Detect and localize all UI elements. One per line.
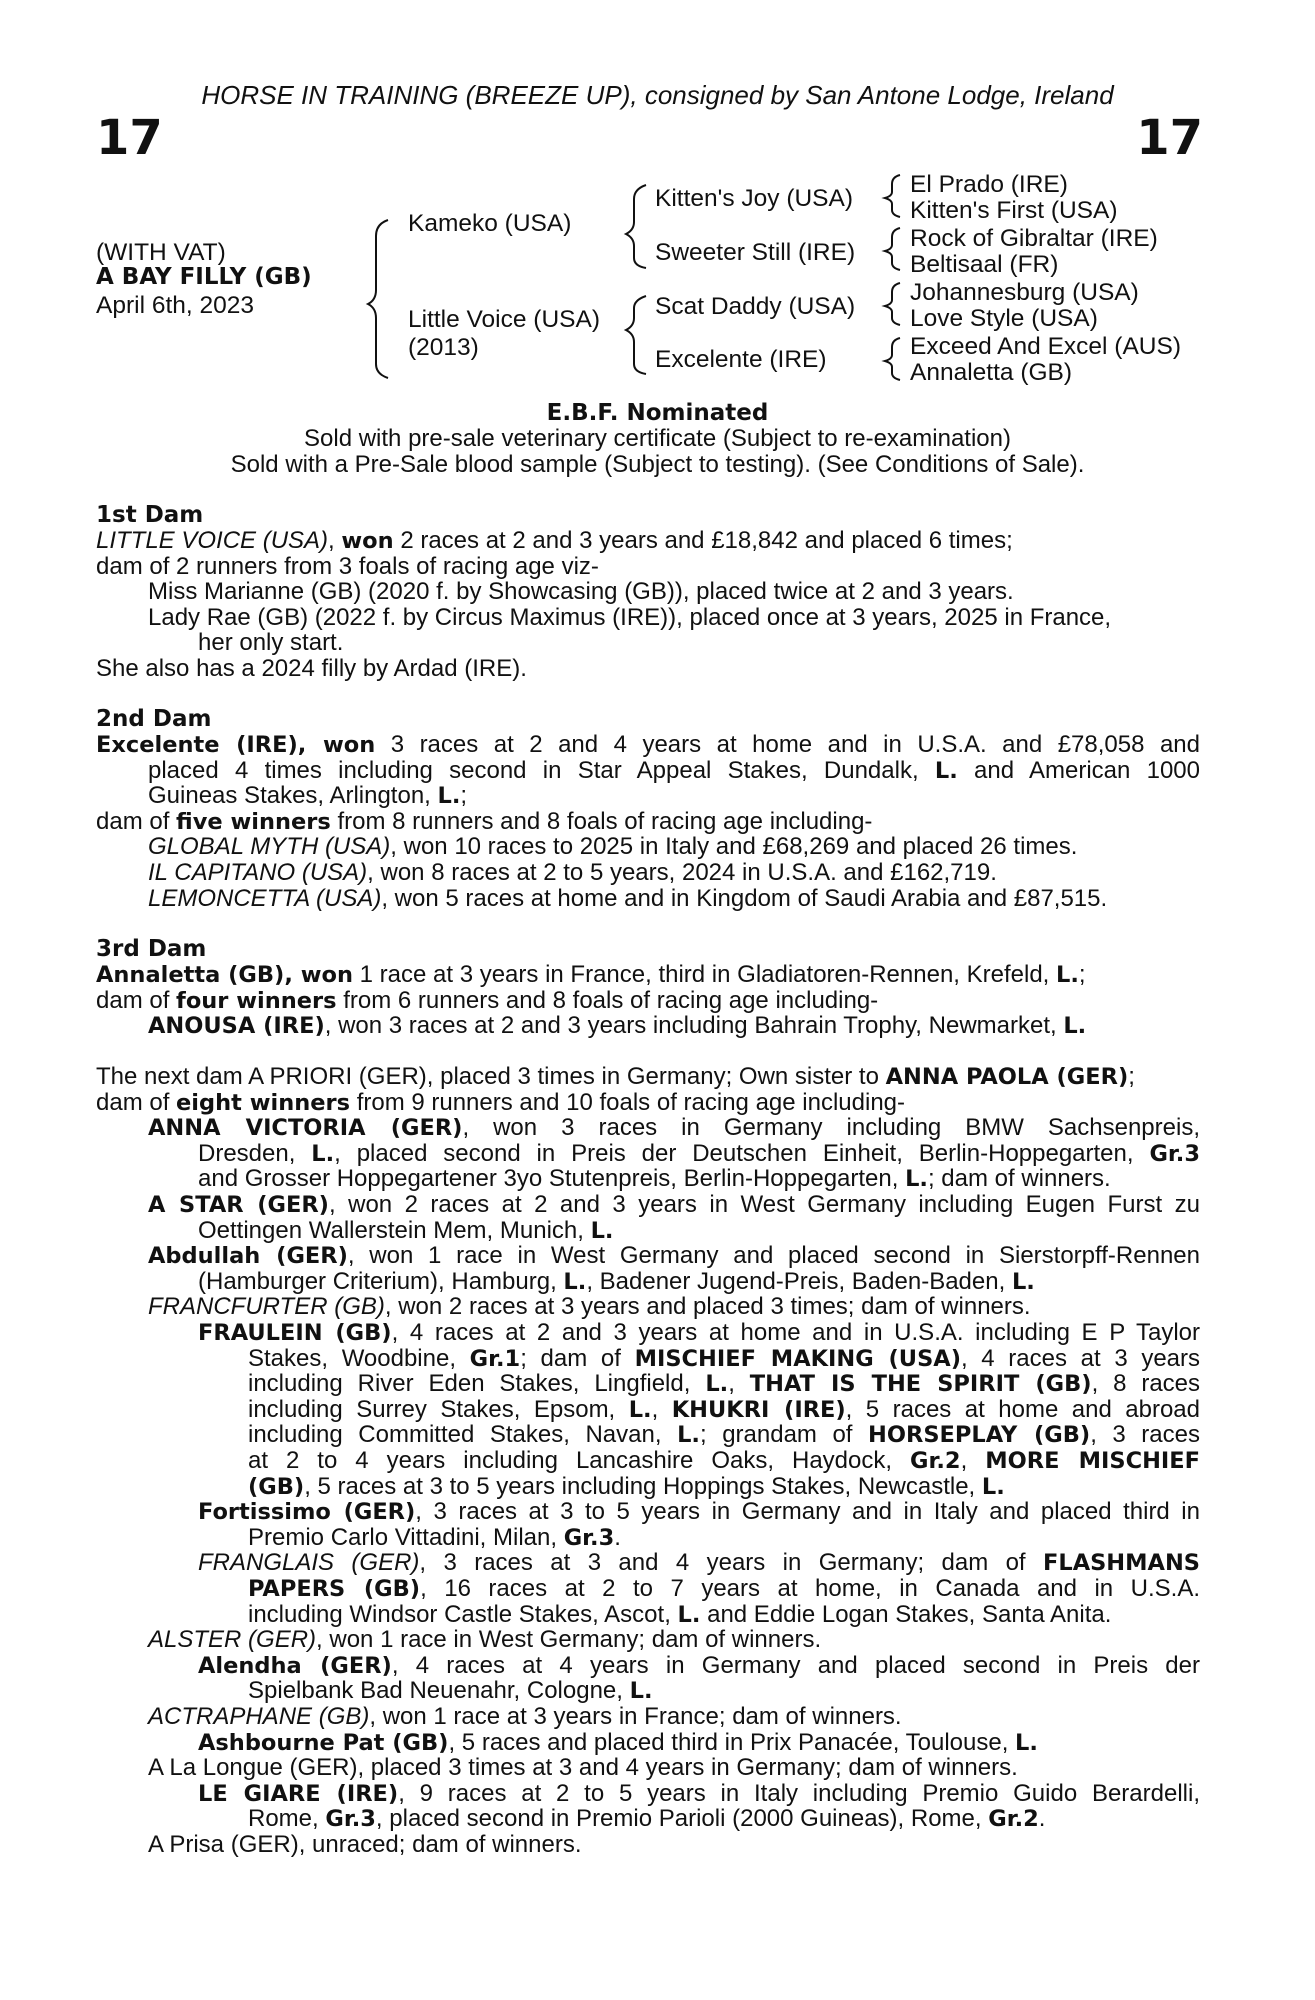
produce-line: A La Longue (GER), placed 3 times at 3 and 4 years in Germany; dam of winners. xyxy=(148,1754,1018,1782)
third-dam-heading: 3rd Dam xyxy=(96,936,207,962)
second-dam-line: dam of five winners from 8 runners and 8 foals of racing age including- xyxy=(96,807,873,835)
produce-line: PAPERS (GB), 16 races at 2 to 7 years at home, in Canada and in U.S.A. xyxy=(248,1575,1201,1602)
produce-line: Fortissimo (GER), 3 races at 3 to 5 years in Germany and in Italy and placed third in xyxy=(198,1498,1200,1526)
produce-line: FRANGLAIS (GER), 3 races at 3 and 4 years in Germany; dam of FLASHMANS xyxy=(198,1549,1200,1577)
third-dam-line: dam of four winners from 6 runners and 8 foals of racing age including- xyxy=(96,986,879,1014)
horse-name: A BAY FILLY (GB) xyxy=(96,264,312,290)
produce-line: Dresden, L., placed second in Preis der Deutschen Einheit, Berlin-Hoppegarten, Gr.3 xyxy=(198,1139,1200,1167)
produce-line: Spielbank Bad Neuenahr, Cologne, L. xyxy=(248,1677,653,1705)
produce-line: Abdullah (GER), won 1 race in West Germany and placed second in Sierstorpff-Rennen xyxy=(148,1242,1200,1270)
vat-note: (WITH VAT) xyxy=(96,239,226,266)
produce-line: ANNA VICTORIA (GER), won 3 races in Germany including BMW Sachsenpreis, xyxy=(148,1114,1200,1142)
produce-line: (Hamburger Criterium), Hamburg, L., Badener Jugend-Preis, Baden-Baden, L. xyxy=(198,1267,1035,1295)
second-dam-heading: 2nd Dam xyxy=(96,706,212,732)
produce-line: Premio Carlo Vittadini, Milan, Gr.3. xyxy=(248,1523,621,1551)
produce-line: A STAR (GER), won 2 races at 2 and 3 years in West Germany including Eugen Furst zu xyxy=(148,1191,1200,1218)
pedigree-dds: Exceed And Excel (AUS) xyxy=(910,333,1181,360)
produce-line: GLOBAL MYTH (USA), won 10 races to 2025 in Italy and £68,269 and placed 26 times. xyxy=(148,833,1078,861)
produce-line: at 2 to 4 years including Lancashire Oaks, Haydock, Gr.2, MORE MISCHIEF xyxy=(248,1447,1201,1474)
produce-line: FRANCFURTER (GB), won 2 races at 3 years and placed 3 times; dam of winners. xyxy=(148,1293,1031,1321)
produce-line: including Windsor Castle Stakes, Ascot, L. and Eddie Logan Stakes, Santa Anita. xyxy=(248,1600,1112,1628)
blood-sample-note: Sold with a Pre-Sale blood sample (Subject to testing). (See Conditions of Sale). xyxy=(230,451,1085,478)
produce-line: Stakes, Woodbine, Gr.1; dam of MISCHIEF MAKING (USA), 4 races at 3 years xyxy=(248,1344,1200,1372)
pedigree-dsd: Love Style (USA) xyxy=(910,305,1098,332)
vet-certificate-note: Sold with pre-sale veterinary certificate (Subject to re-examination) xyxy=(304,425,1011,452)
produce-line: including River Eden Stakes, Lingfield, L., THAT IS THE SPIRIT (GB), 8 races xyxy=(248,1370,1201,1398)
next-dam-line: dam of eight winners from 9 runners and 10 foals of racing age including- xyxy=(96,1088,906,1116)
produce-line: Rome, Gr.3, placed second in Premio Parioli (2000 Guineas), Rome, Gr.2. xyxy=(248,1805,1046,1833)
pedigree-sss: El Prado (IRE) xyxy=(910,171,1068,198)
produce-line: (GB), 5 races at 3 to 5 years including Hoppings Stakes, Newcastle, L. xyxy=(248,1472,1005,1500)
pedigree-dam-year: (2013) xyxy=(408,334,479,361)
lot-number-right: 17 xyxy=(1136,110,1203,166)
lot-number-left: 17 xyxy=(96,110,163,166)
produce-line: her only start. xyxy=(198,629,344,657)
pedigree-dss: Johannesburg (USA) xyxy=(910,279,1139,306)
first-dam-line: dam of 2 runners from 3 foals of racing age viz- xyxy=(96,552,599,580)
pedigree-dam-sire: Scat Daddy (USA) xyxy=(655,293,856,320)
dam-name: LITTLE VOICE (USA) xyxy=(96,527,329,554)
produce-line: including Surrey Stakes, Epsom, L., KHUKRI (IRE), 5 races at home and abroad xyxy=(248,1395,1200,1423)
produce-line: Miss Marianne (GB) (2020 f. by Showcasing (GB)), placed twice at 2 and 3 years. xyxy=(148,578,1014,606)
produce-line: and Grosser Hoppegartener 3yo Stutenpreis, Berlin-Hoppegarten, L.; dam of winners. xyxy=(198,1165,1111,1193)
won-label: won xyxy=(341,528,394,554)
pedigree-dam-dam: Excelente (IRE) xyxy=(655,346,827,373)
next-dam-line: The next dam A PRIORI (GER), placed 3 times in Germany; Own sister to ANNA PAOLA (GER); xyxy=(96,1063,1135,1090)
pedigree-ddd: Annaletta (GB) xyxy=(910,359,1073,386)
third-dam-line: Annaletta (GB), won 1 race at 3 years in France, third in Gladiatoren-Rennen, Krefeld, L.; xyxy=(96,961,1086,988)
produce-line: ALSTER (GER), won 1 race in West Germany; dam of winners. xyxy=(148,1626,822,1654)
ebf-nominated: E.B.F. Nominated xyxy=(546,400,769,426)
horse-dob: April 6th, 2023 xyxy=(96,292,254,319)
produce-line: FRAULEIN (GB), 4 races at 2 and 3 years at home and in U.S.A. including E P Taylor xyxy=(198,1319,1200,1346)
produce-line: Ashbourne Pat (GB), 5 races and placed third in Prix Panacée, Toulouse, L. xyxy=(198,1728,1038,1756)
pedigree-dam: Little Voice (USA) xyxy=(408,306,600,333)
produce-line: Lady Rae (GB) (2022 f. by Circus Maximus (IRE)), placed once at 3 years, 2025 in France, xyxy=(148,603,1112,631)
second-dam-line: Guineas Stakes, Arlington, L.; xyxy=(148,782,468,810)
second-dam-line: placed 4 times including second in Star Appeal Stakes, Dundalk, L. and American 1000 xyxy=(148,756,1200,784)
pedigree-sds: Rock of Gibraltar (IRE) xyxy=(910,225,1158,252)
produce-line: A Prisa (GER), unraced; dam of winners. xyxy=(148,1831,582,1858)
produce-line: LEMONCETTA (USA), won 5 races at home and in Kingdom of Saudi Arabia and £87,515. xyxy=(148,884,1108,912)
first-dam-line: She also has a 2024 filly by Ardad (IRE). xyxy=(96,655,527,682)
pedigree-ssd: Kitten's First (USA) xyxy=(910,197,1118,224)
produce-line: including Committed Stakes, Navan, L.; grandam of HORSEPLAY (GB), 3 races xyxy=(248,1421,1200,1449)
pedigree-sdd: Beltisaal (FR) xyxy=(910,251,1059,278)
second-dam-line: Excelente (IRE), won 3 races at 2 and 4 years at home and in U.S.A. and £78,058 and xyxy=(96,731,1200,758)
produce-line: ANOUSA (IRE), won 3 races at 2 and 3 years including Bahrain Trophy, Newmarket, L. xyxy=(148,1012,1087,1040)
first-dam-line: LITTLE VOICE (USA), won 2 races at 2 and 3 years and £18,842 and placed 6 times; xyxy=(96,527,1013,554)
produce-line: ACTRAPHANE (GB), won 1 race at 3 years in France; dam of winners. xyxy=(148,1703,902,1730)
catalogue-header: HORSE IN TRAINING (BREEZE UP), consigned by San Antone Lodge, Ireland xyxy=(201,80,1114,110)
produce-line: Oettingen Wallerstein Mem, Munich, L. xyxy=(198,1216,614,1244)
produce-line: Alendha (GER), 4 races at 4 years in Germany and placed second in Preis der xyxy=(198,1651,1200,1679)
produce-line: LE GIARE (IRE), 9 races at 2 to 5 years in Italy including Premio Guido Berardelli, xyxy=(198,1779,1200,1807)
pedigree-sire-sire: Kitten's Joy (USA) xyxy=(655,185,854,212)
produce-line: IL CAPITANO (USA), won 8 races at 2 to 5 years, 2024 in U.S.A. and £162,719. xyxy=(148,859,997,886)
first-dam-heading: 1st Dam xyxy=(96,502,204,528)
pedigree-sire: Kameko (USA) xyxy=(408,210,572,237)
pedigree-sire-dam: Sweeter Still (IRE) xyxy=(655,239,856,266)
